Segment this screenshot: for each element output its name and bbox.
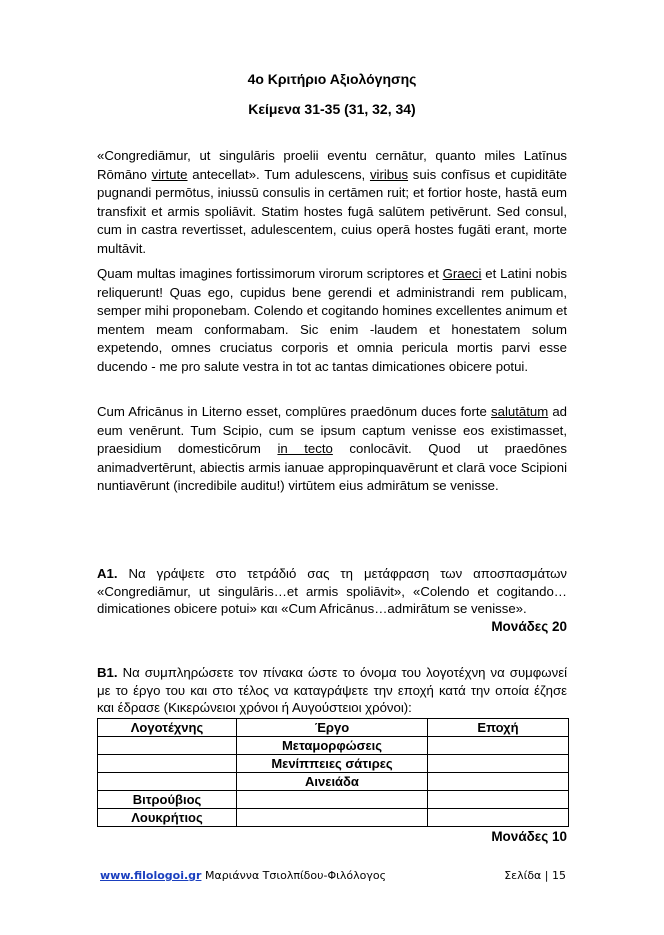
table-row [98, 773, 569, 791]
footer-left [100, 869, 386, 882]
table-cell [428, 809, 569, 827]
underlined-word: Graeci [442, 266, 482, 281]
table-cell [428, 755, 569, 773]
column-header: Έργο [237, 719, 428, 737]
table-cell [428, 773, 569, 791]
page-subtitle: Κείμενα 31-35 (31, 32, 34) [248, 101, 416, 117]
underlined-word: in tecto [277, 441, 333, 457]
latin-passage-1 [97, 147, 567, 259]
table-cell: Αινειάδα [237, 773, 428, 791]
underlined-word: salutātum [491, 404, 549, 419]
table-header-row [98, 719, 569, 737]
table-cell [98, 755, 237, 773]
table-cell [237, 791, 428, 809]
column-header: Λογοτέχνης [98, 719, 237, 737]
table-cell [98, 773, 237, 791]
question-text: Να συμπληρώσετε τον πίνακα ώστε το όνομα του λογοτέχνη να συμφωνεί με το έργο του και στο τέλος να καταγράψετε την εποχή κατά την οποία έζησε και έδρασε (Κικερώνειοι χρόνοι ή Αυγούστειοι χρόνοι): [97, 665, 567, 715]
marks-b1: Μονάδες 10 [491, 829, 567, 844]
question-b1 [97, 664, 567, 717]
passage-text: suis confīsus et cupiditāte pugnandi permōtus, iniussū consulis in certāmen ruit; et fortior hoste, hastā eum transfixit et armis spoliāvit. Statim hostes fugā salūtem petivērunt. Sed consul, cum in castra revertisset, adulescentem, cuius operā hostes fugāti erant, morte multāvit. [97, 166, 568, 256]
page-number: Σελίδα | 15 [504, 869, 566, 882]
table-cell: Λουκρήτιος [98, 809, 237, 827]
underlined-word: virtute [151, 166, 188, 182]
table-cell [237, 809, 428, 827]
table-row [98, 809, 569, 827]
latin-passage-3 [97, 403, 567, 496]
table-cell: Μενίππειες σάτιρες [237, 755, 428, 773]
table-row [98, 755, 569, 773]
passage-text: antecellat». Tum adulescens, [187, 166, 370, 182]
footer-author: Μαριάννα Τσιολπίδου-Φιλόλογος [204, 869, 387, 882]
passage-text: conlocāvit. Quod ut praedōnes animadvertērunt, abiectis armis ianuae appropinquavērunt et clarā voce Scipioni nuntiavērunt (incredibile auditu!) virtūtem eius admirātum se venisse. [97, 441, 567, 494]
authors-table [97, 718, 569, 827]
question-a1 [97, 565, 567, 618]
passage-text: «Congrediāmur, ut singulāris proelii eventu cernātur, quanto miles Latīnus Rōmāno [97, 148, 567, 182]
question-label: Β1. [97, 665, 118, 680]
table-cell [428, 737, 569, 755]
page-title: 4ο Κριτήριο Αξιολόγησης [247, 71, 417, 87]
table-cell: Βιτρούβιος [98, 791, 237, 809]
passage-text: et Latini nobis reliquerunt! Quas ego, cupidus bene gerendi et administrandi rem publicam, semper mihi proponebam. Colendo et cogitando homines excellentes animum et mentem meam conformabam. Sic enim -laudem et honestatem solum expetendo, omnes cruciatus corporis et omnia pericula mortis parvi esse ducendo - me pro salute vestra in tot ac tantas dimicationes obicere potui. [97, 266, 567, 374]
passage-text: Cum Africānus in Literno esset, complūres praedōnum duces forte [97, 404, 492, 419]
website-link[interactable]: www.filologoi.gr [100, 869, 202, 882]
marks-a1: Μονάδες 20 [491, 619, 567, 634]
table-cell [98, 737, 237, 755]
table-cell [428, 791, 569, 809]
table-cell: Μεταμορφώσεις [237, 737, 428, 755]
passage-text: ad eum venērunt. Tum Scipio, cum se ipsum captum venisse eos existimasset, praesidium domesticōrum [97, 404, 567, 457]
passage-text: Quam multas imagines fortissimorum virorum scriptores et [97, 266, 443, 281]
column-header: Εποχή [428, 719, 569, 737]
table-row [98, 737, 569, 755]
question-text: Να γράψετε στο τετράδιό σας τη μετάφραση των αποσπασμάτων «Congrediāmur, ut singulāris…et armis spoliāvit», «Colendo et cogitando… dimicationes obicere potui» και «Cum Africānus…admirātum se venisse». [97, 566, 567, 616]
latin-passage-2 [97, 265, 567, 377]
table-row [98, 791, 569, 809]
underlined-word: viribus [369, 166, 409, 182]
question-label: Α1. [97, 566, 118, 581]
